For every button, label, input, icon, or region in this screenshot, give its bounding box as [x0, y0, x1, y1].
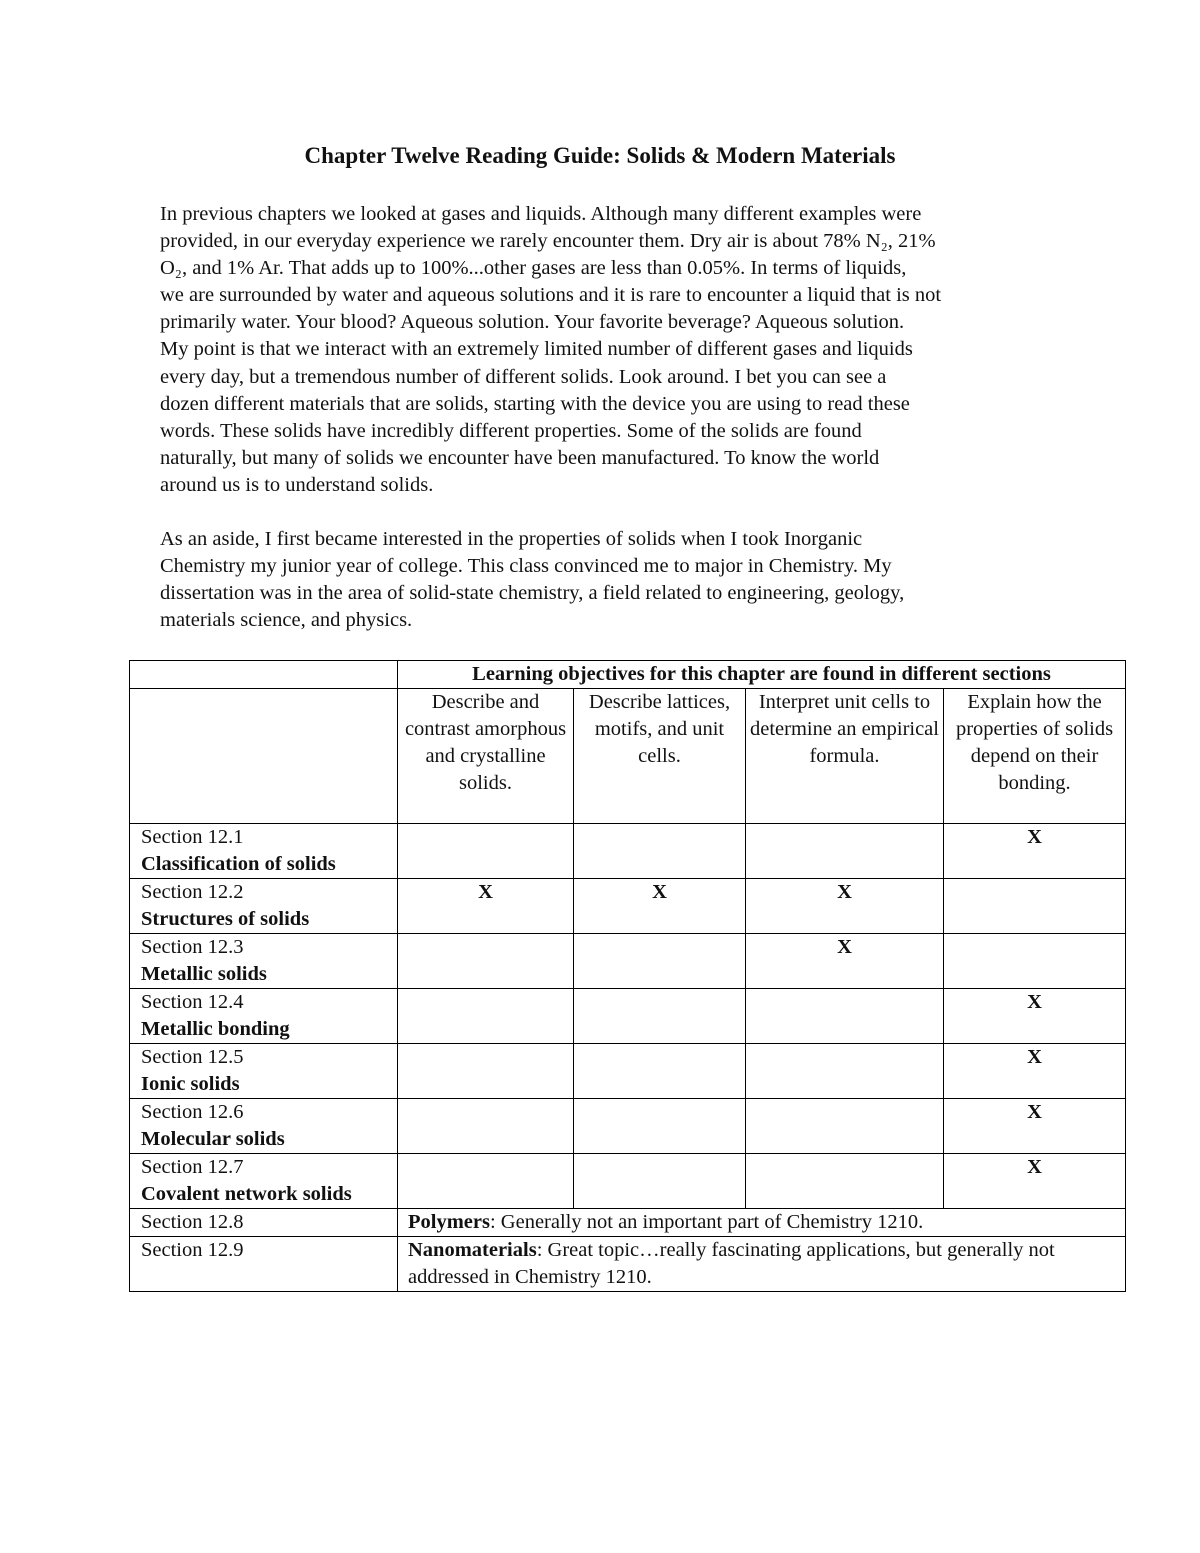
section-name: Metallic bonding	[141, 1018, 290, 1040]
aside-line: Chemistry my junior year of college. This class convinced me to major in Chemistry. My	[160, 555, 892, 578]
section-cell	[130, 824, 398, 879]
section-cell	[130, 934, 398, 989]
section-note	[398, 1237, 1126, 1292]
intro-line: we are surrounded by water and aqueous solutions and it is rare to encounter a liquid that is not	[160, 284, 942, 307]
section-label: Section 12.9	[141, 1239, 244, 1261]
learning-objectives-table	[129, 660, 1126, 1292]
mark-cell	[398, 989, 574, 1044]
table-row	[130, 1099, 1126, 1154]
section-label: Section 12.1	[141, 826, 244, 848]
intro-line: every day, but a tremendous number of different solids. Look around. I bet you can see a	[160, 365, 887, 388]
note-text: : Great topic…really fascinating applications, but generally not addressed in Chemistry 1210.	[408, 1239, 1055, 1288]
note-topic: Nanomaterials	[408, 1239, 537, 1261]
mark-cell: X	[944, 989, 1126, 1044]
section-label: Section 12.3	[141, 936, 244, 958]
section-label: Section 12.7	[141, 1156, 244, 1178]
objectives-row	[130, 689, 1126, 824]
mark-cell	[574, 934, 746, 989]
mark-cell: X	[574, 879, 746, 934]
section-name: Classification of solids	[141, 853, 336, 875]
mark-cell	[398, 824, 574, 879]
section-label: Section 12.4	[141, 991, 244, 1013]
mark-cell	[398, 1099, 574, 1154]
mark-cell: X	[944, 824, 1126, 879]
table-row	[130, 879, 1126, 934]
mark-cell: X	[746, 934, 944, 989]
section-cell	[130, 1237, 398, 1292]
mark-cell	[746, 989, 944, 1044]
section-label: Section 12.6	[141, 1101, 244, 1123]
section-name: Ionic solids	[141, 1073, 240, 1095]
mark-cell: X	[746, 879, 944, 934]
mark-cell: X	[944, 1044, 1126, 1099]
intro-paragraph	[160, 201, 1080, 499]
empty-corner-cell	[130, 661, 398, 689]
mark-cell	[398, 1044, 574, 1099]
intro-line: O₂, and 1% Ar. That adds up to 100%...other gases are less than 0.05%. In terms of liquids,	[160, 257, 907, 280]
table-row	[130, 1237, 1126, 1292]
mark-cell	[574, 1154, 746, 1209]
mark-cell	[574, 1044, 746, 1099]
objective-1: Describe and contrast amorphous and crystalline solids.	[398, 689, 574, 824]
section-note	[398, 1209, 1126, 1237]
objective-3: Interpret unit cells to determine an empirical formula.	[746, 689, 944, 824]
intro-line: provided, in our everyday experience we rarely encounter them. Dry air is about 78% N₂, 21%	[160, 230, 936, 253]
mark-cell	[574, 989, 746, 1044]
objectives-header: Learning objectives for this chapter are found in different sections	[398, 661, 1126, 689]
section-cell	[130, 1099, 398, 1154]
section-label: Section 12.8	[141, 1211, 244, 1233]
intro-line: My point is that we interact with an extremely limited number of different gases and liquids	[160, 338, 913, 361]
section-label: Section 12.2	[141, 881, 244, 903]
aside-line: As an aside, I first became interested in the properties of solids when I took Inorganic	[160, 528, 863, 550]
note-text: : Generally not an important part of Chemistry 1210.	[489, 1211, 924, 1233]
objective-2: Describe lattices, motifs, and unit cells.	[574, 689, 746, 824]
mark-cell: X	[398, 879, 574, 934]
intro-line: dozen different materials that are solids, starting with the device you are using to read these	[160, 392, 910, 415]
table-header-row	[130, 661, 1126, 689]
mark-cell	[944, 879, 1126, 934]
mark-cell	[574, 824, 746, 879]
table-row	[130, 824, 1126, 879]
mark-cell	[944, 934, 1126, 989]
aside-paragraph	[160, 526, 1080, 634]
intro-line: primarily water. Your blood? Aqueous solution. Your favorite beverage? Aqueous solution.	[160, 311, 905, 334]
section-name: Covalent network solids	[141, 1183, 352, 1205]
mark-cell	[398, 934, 574, 989]
mark-cell	[746, 824, 944, 879]
empty-corner-cell	[130, 689, 398, 824]
mark-cell	[746, 1044, 944, 1099]
section-name: Structures of solids	[141, 908, 310, 930]
table-row	[130, 1209, 1126, 1237]
intro-line: In previous chapters we looked at gases and liquids. Although many different examples were	[160, 203, 922, 225]
aside-line: dissertation was in the area of solid-state chemistry, a field related to engineering, geology,	[160, 582, 905, 605]
table-row	[130, 1154, 1126, 1209]
section-cell	[130, 1209, 398, 1237]
section-cell	[130, 1044, 398, 1099]
section-label: Section 12.5	[141, 1046, 244, 1068]
intro-line: words. These solids have incredibly different properties. Some of the solids are found	[160, 419, 862, 442]
section-cell	[130, 989, 398, 1044]
note-topic: Polymers	[408, 1211, 490, 1233]
mark-cell	[746, 1099, 944, 1154]
objective-4: Explain how the properties of solids depend on their bonding.	[944, 689, 1126, 824]
intro-line: around us is to understand solids.	[160, 473, 434, 496]
mark-cell	[398, 1154, 574, 1209]
intro-line: naturally, but many of solids we encounter have been manufactured. To know the world	[160, 446, 880, 469]
section-name: Molecular solids	[141, 1128, 285, 1150]
page-title: Chapter Twelve Reading Guide: Solids & Modern Materials	[304, 143, 896, 168]
table-row	[130, 1044, 1126, 1099]
mark-cell: X	[944, 1154, 1126, 1209]
mark-cell: X	[944, 1099, 1126, 1154]
table-row	[130, 989, 1126, 1044]
section-cell	[130, 879, 398, 934]
section-cell	[130, 1154, 398, 1209]
mark-cell	[746, 1154, 944, 1209]
mark-cell	[574, 1099, 746, 1154]
aside-line: materials science, and physics.	[160, 609, 413, 632]
section-name: Metallic solids	[141, 963, 267, 985]
table-row	[130, 934, 1126, 989]
